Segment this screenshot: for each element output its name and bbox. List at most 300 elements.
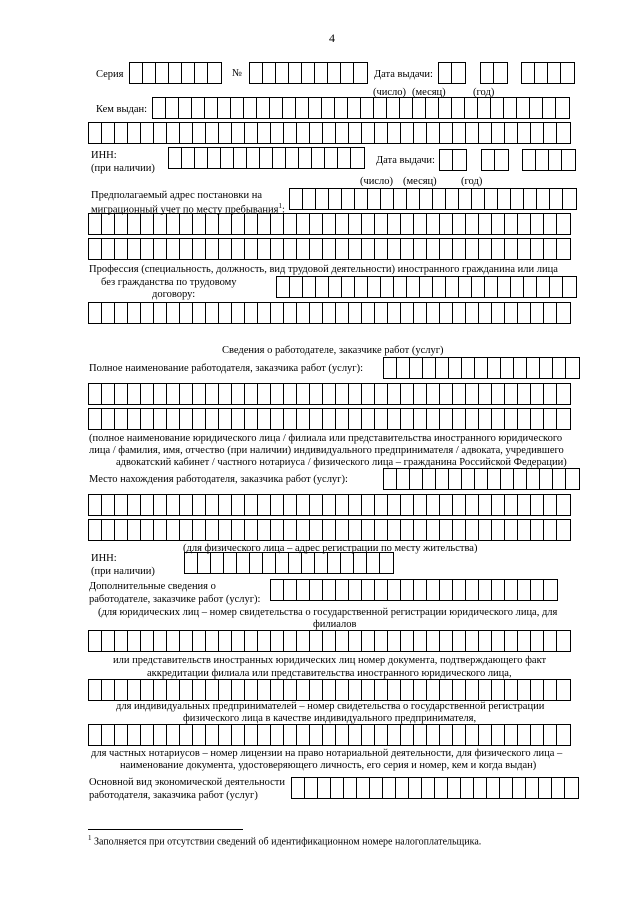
char-cell[interactable] bbox=[452, 63, 465, 83]
char-cell[interactable] bbox=[303, 277, 316, 297]
char-cell[interactable] bbox=[219, 239, 232, 259]
char-cell[interactable] bbox=[440, 495, 453, 515]
char-cell[interactable] bbox=[115, 725, 128, 745]
char-cell[interactable] bbox=[367, 553, 380, 573]
char-cell[interactable] bbox=[271, 303, 284, 323]
char-cell[interactable] bbox=[536, 150, 549, 170]
char-cell[interactable] bbox=[153, 98, 166, 118]
char-cell[interactable] bbox=[440, 631, 453, 651]
char-cell[interactable] bbox=[245, 409, 258, 429]
char-cell[interactable] bbox=[466, 725, 479, 745]
char-cell[interactable] bbox=[193, 631, 206, 651]
char-cell[interactable] bbox=[336, 409, 349, 429]
char-cell[interactable] bbox=[423, 469, 436, 489]
char-cell[interactable] bbox=[479, 214, 492, 234]
char-cell[interactable] bbox=[180, 631, 193, 651]
char-cell[interactable] bbox=[501, 358, 514, 378]
char-cell[interactable] bbox=[466, 520, 479, 540]
char-cell[interactable] bbox=[232, 725, 245, 745]
employer-extra-cells-2[interactable] bbox=[88, 630, 571, 652]
char-cell[interactable] bbox=[245, 631, 258, 651]
char-cell[interactable] bbox=[244, 98, 257, 118]
char-cell[interactable] bbox=[524, 277, 537, 297]
char-cell[interactable] bbox=[466, 495, 479, 515]
char-cell[interactable] bbox=[466, 384, 479, 404]
char-cell[interactable] bbox=[531, 520, 544, 540]
char-cell[interactable] bbox=[195, 148, 208, 168]
char-cell[interactable] bbox=[375, 580, 388, 600]
char-cell[interactable] bbox=[271, 384, 284, 404]
char-cell[interactable] bbox=[102, 214, 115, 234]
char-cell[interactable] bbox=[128, 495, 141, 515]
profession-cells-1[interactable] bbox=[276, 276, 577, 298]
char-cell[interactable] bbox=[297, 725, 310, 745]
char-cell[interactable] bbox=[336, 214, 349, 234]
char-cell[interactable] bbox=[276, 63, 289, 83]
char-cell[interactable] bbox=[381, 277, 394, 297]
char-cell[interactable] bbox=[407, 277, 420, 297]
char-cell[interactable] bbox=[553, 358, 566, 378]
char-cell[interactable] bbox=[355, 277, 368, 297]
char-cell[interactable] bbox=[478, 98, 491, 118]
char-cell[interactable] bbox=[543, 98, 556, 118]
char-cell[interactable] bbox=[433, 277, 446, 297]
char-cell[interactable] bbox=[219, 680, 232, 700]
char-cell[interactable] bbox=[531, 631, 544, 651]
employer-location-cells-1[interactable] bbox=[383, 468, 580, 490]
char-cell[interactable] bbox=[141, 725, 154, 745]
char-cell[interactable] bbox=[284, 303, 297, 323]
char-cell[interactable] bbox=[180, 409, 193, 429]
char-cell[interactable] bbox=[492, 303, 505, 323]
char-cell[interactable] bbox=[556, 98, 569, 118]
char-cell[interactable] bbox=[349, 409, 362, 429]
char-cell[interactable] bbox=[303, 189, 316, 209]
char-cell[interactable] bbox=[557, 384, 570, 404]
char-cell[interactable] bbox=[448, 778, 461, 798]
char-cell[interactable] bbox=[375, 214, 388, 234]
char-cell[interactable] bbox=[195, 63, 208, 83]
char-cell[interactable] bbox=[479, 239, 492, 259]
char-cell[interactable] bbox=[115, 123, 128, 143]
char-cell[interactable] bbox=[208, 63, 221, 83]
char-cell[interactable] bbox=[362, 495, 375, 515]
char-cell[interactable] bbox=[453, 680, 466, 700]
char-cell[interactable] bbox=[349, 239, 362, 259]
char-cell[interactable] bbox=[102, 680, 115, 700]
char-cell[interactable] bbox=[439, 98, 452, 118]
char-cell[interactable] bbox=[284, 384, 297, 404]
char-cell[interactable] bbox=[338, 148, 351, 168]
char-cell[interactable] bbox=[422, 778, 435, 798]
char-cell[interactable] bbox=[258, 520, 271, 540]
char-cell[interactable] bbox=[167, 520, 180, 540]
char-cell[interactable] bbox=[336, 384, 349, 404]
char-cell[interactable] bbox=[128, 123, 141, 143]
char-cell[interactable] bbox=[462, 358, 475, 378]
char-cell[interactable] bbox=[427, 631, 440, 651]
char-cell[interactable] bbox=[141, 239, 154, 259]
char-cell[interactable] bbox=[206, 631, 219, 651]
char-cell[interactable] bbox=[89, 631, 102, 651]
char-cell[interactable] bbox=[388, 303, 401, 323]
char-cell[interactable] bbox=[341, 63, 354, 83]
char-cell[interactable] bbox=[284, 725, 297, 745]
char-cell[interactable] bbox=[219, 409, 232, 429]
char-cell[interactable] bbox=[375, 725, 388, 745]
char-cell[interactable] bbox=[563, 277, 576, 297]
char-cell[interactable] bbox=[566, 358, 579, 378]
char-cell[interactable] bbox=[310, 725, 323, 745]
char-cell[interactable] bbox=[179, 98, 192, 118]
char-cell[interactable] bbox=[427, 384, 440, 404]
char-cell[interactable] bbox=[362, 214, 375, 234]
char-cell[interactable] bbox=[492, 409, 505, 429]
char-cell[interactable] bbox=[401, 239, 414, 259]
char-cell[interactable] bbox=[89, 384, 102, 404]
char-cell[interactable] bbox=[414, 725, 427, 745]
char-cell[interactable] bbox=[492, 239, 505, 259]
char-cell[interactable] bbox=[482, 150, 495, 170]
char-cell[interactable] bbox=[459, 277, 472, 297]
char-cell[interactable] bbox=[277, 277, 290, 297]
char-cell[interactable] bbox=[375, 680, 388, 700]
char-cell[interactable] bbox=[309, 98, 322, 118]
char-cell[interactable] bbox=[284, 214, 297, 234]
char-cell[interactable] bbox=[258, 495, 271, 515]
char-cell[interactable] bbox=[141, 495, 154, 515]
char-cell[interactable] bbox=[219, 725, 232, 745]
char-cell[interactable] bbox=[219, 384, 232, 404]
char-cell[interactable] bbox=[433, 189, 446, 209]
char-cell[interactable] bbox=[518, 239, 531, 259]
issue-day-cells[interactable] bbox=[438, 62, 466, 84]
char-cell[interactable] bbox=[290, 189, 303, 209]
char-cell[interactable] bbox=[420, 277, 433, 297]
issued-by-cells-2[interactable] bbox=[88, 122, 571, 144]
char-cell[interactable] bbox=[310, 239, 323, 259]
char-cell[interactable] bbox=[397, 358, 410, 378]
char-cell[interactable] bbox=[414, 303, 427, 323]
char-cell[interactable] bbox=[169, 148, 182, 168]
char-cell[interactable] bbox=[341, 553, 354, 573]
char-cell[interactable] bbox=[102, 520, 115, 540]
char-cell[interactable] bbox=[258, 303, 271, 323]
char-cell[interactable] bbox=[505, 214, 518, 234]
char-cell[interactable] bbox=[89, 680, 102, 700]
char-cell[interactable] bbox=[115, 409, 128, 429]
char-cell[interactable] bbox=[475, 469, 488, 489]
char-cell[interactable] bbox=[310, 520, 323, 540]
char-cell[interactable] bbox=[310, 214, 323, 234]
char-cell[interactable] bbox=[401, 303, 414, 323]
char-cell[interactable] bbox=[440, 214, 453, 234]
char-cell[interactable] bbox=[310, 384, 323, 404]
char-cell[interactable] bbox=[323, 725, 336, 745]
char-cell[interactable] bbox=[531, 123, 544, 143]
char-cell[interactable] bbox=[472, 189, 485, 209]
char-cell[interactable] bbox=[479, 631, 492, 651]
char-cell[interactable] bbox=[316, 189, 329, 209]
char-cell[interactable] bbox=[479, 495, 492, 515]
char-cell[interactable] bbox=[166, 98, 179, 118]
char-cell[interactable] bbox=[154, 631, 167, 651]
char-cell[interactable] bbox=[284, 520, 297, 540]
char-cell[interactable] bbox=[323, 580, 336, 600]
char-cell[interactable] bbox=[349, 495, 362, 515]
char-cell[interactable] bbox=[232, 495, 245, 515]
char-cell[interactable] bbox=[375, 384, 388, 404]
char-cell[interactable] bbox=[414, 520, 427, 540]
char-cell[interactable] bbox=[342, 189, 355, 209]
char-cell[interactable] bbox=[388, 725, 401, 745]
char-cell[interactable] bbox=[297, 384, 310, 404]
char-cell[interactable] bbox=[232, 520, 245, 540]
char-cell[interactable] bbox=[102, 303, 115, 323]
char-cell[interactable] bbox=[388, 239, 401, 259]
char-cell[interactable] bbox=[410, 469, 423, 489]
char-cell[interactable] bbox=[154, 214, 167, 234]
char-cell[interactable] bbox=[401, 580, 414, 600]
char-cell[interactable] bbox=[299, 148, 312, 168]
char-cell[interactable] bbox=[401, 631, 414, 651]
char-cell[interactable] bbox=[394, 189, 407, 209]
char-cell[interactable] bbox=[297, 239, 310, 259]
char-cell[interactable] bbox=[505, 725, 518, 745]
char-cell[interactable] bbox=[180, 725, 193, 745]
address-cells-2[interactable] bbox=[88, 213, 571, 235]
char-cell[interactable] bbox=[485, 277, 498, 297]
inn-issue-day-cells[interactable] bbox=[439, 149, 467, 171]
char-cell[interactable] bbox=[427, 123, 440, 143]
char-cell[interactable] bbox=[440, 150, 453, 170]
char-cell[interactable] bbox=[459, 189, 472, 209]
char-cell[interactable] bbox=[336, 239, 349, 259]
char-cell[interactable] bbox=[427, 495, 440, 515]
char-cell[interactable] bbox=[401, 384, 414, 404]
char-cell[interactable] bbox=[440, 520, 453, 540]
char-cell[interactable] bbox=[232, 303, 245, 323]
char-cell[interactable] bbox=[271, 680, 284, 700]
char-cell[interactable] bbox=[141, 123, 154, 143]
char-cell[interactable] bbox=[557, 631, 570, 651]
char-cell[interactable] bbox=[323, 495, 336, 515]
char-cell[interactable] bbox=[260, 148, 273, 168]
char-cell[interactable] bbox=[193, 384, 206, 404]
char-cell[interactable] bbox=[276, 553, 289, 573]
char-cell[interactable] bbox=[505, 680, 518, 700]
char-cell[interactable] bbox=[550, 189, 563, 209]
char-cell[interactable] bbox=[362, 303, 375, 323]
char-cell[interactable] bbox=[388, 384, 401, 404]
char-cell[interactable] bbox=[193, 303, 206, 323]
char-cell[interactable] bbox=[329, 189, 342, 209]
char-cell[interactable] bbox=[505, 123, 518, 143]
char-cell[interactable] bbox=[141, 680, 154, 700]
char-cell[interactable] bbox=[549, 150, 562, 170]
char-cell[interactable] bbox=[500, 778, 513, 798]
series-cells[interactable] bbox=[129, 62, 222, 84]
char-cell[interactable] bbox=[154, 725, 167, 745]
char-cell[interactable] bbox=[544, 123, 557, 143]
char-cell[interactable] bbox=[102, 239, 115, 259]
char-cell[interactable] bbox=[492, 384, 505, 404]
char-cell[interactable] bbox=[401, 495, 414, 515]
char-cell[interactable] bbox=[362, 631, 375, 651]
char-cell[interactable] bbox=[257, 98, 270, 118]
char-cell[interactable] bbox=[128, 214, 141, 234]
char-cell[interactable] bbox=[271, 123, 284, 143]
char-cell[interactable] bbox=[527, 358, 540, 378]
char-cell[interactable] bbox=[548, 63, 561, 83]
char-cell[interactable] bbox=[89, 303, 102, 323]
char-cell[interactable] bbox=[128, 725, 141, 745]
char-cell[interactable] bbox=[492, 580, 505, 600]
char-cell[interactable] bbox=[284, 239, 297, 259]
char-cell[interactable] bbox=[557, 495, 570, 515]
char-cell[interactable] bbox=[206, 495, 219, 515]
char-cell[interactable] bbox=[250, 63, 263, 83]
char-cell[interactable] bbox=[283, 98, 296, 118]
char-cell[interactable] bbox=[557, 239, 570, 259]
char-cell[interactable] bbox=[289, 63, 302, 83]
char-cell[interactable] bbox=[115, 384, 128, 404]
char-cell[interactable] bbox=[128, 384, 141, 404]
char-cell[interactable] bbox=[219, 631, 232, 651]
char-cell[interactable] bbox=[245, 303, 258, 323]
char-cell[interactable] bbox=[258, 239, 271, 259]
char-cell[interactable] bbox=[518, 631, 531, 651]
char-cell[interactable] bbox=[336, 680, 349, 700]
char-cell[interactable] bbox=[302, 553, 315, 573]
char-cell[interactable] bbox=[232, 680, 245, 700]
char-cell[interactable] bbox=[342, 277, 355, 297]
char-cell[interactable] bbox=[375, 123, 388, 143]
char-cell[interactable] bbox=[312, 148, 325, 168]
char-cell[interactable] bbox=[271, 520, 284, 540]
char-cell[interactable] bbox=[539, 778, 552, 798]
employer-location-cells-3[interactable] bbox=[88, 519, 571, 541]
char-cell[interactable] bbox=[535, 63, 548, 83]
char-cell[interactable] bbox=[310, 123, 323, 143]
char-cell[interactable] bbox=[221, 148, 234, 168]
char-cell[interactable] bbox=[401, 520, 414, 540]
char-cell[interactable] bbox=[440, 303, 453, 323]
char-cell[interactable] bbox=[141, 409, 154, 429]
char-cell[interactable] bbox=[154, 303, 167, 323]
char-cell[interactable] bbox=[115, 303, 128, 323]
char-cell[interactable] bbox=[475, 358, 488, 378]
char-cell[interactable] bbox=[336, 520, 349, 540]
char-cell[interactable] bbox=[232, 631, 245, 651]
char-cell[interactable] bbox=[250, 553, 263, 573]
char-cell[interactable] bbox=[423, 358, 436, 378]
char-cell[interactable] bbox=[323, 384, 336, 404]
char-cell[interactable] bbox=[544, 409, 557, 429]
char-cell[interactable] bbox=[292, 778, 305, 798]
char-cell[interactable] bbox=[232, 409, 245, 429]
char-cell[interactable] bbox=[323, 631, 336, 651]
char-cell[interactable] bbox=[485, 189, 498, 209]
char-cell[interactable] bbox=[518, 214, 531, 234]
char-cell[interactable] bbox=[544, 239, 557, 259]
char-cell[interactable] bbox=[115, 495, 128, 515]
char-cell[interactable] bbox=[245, 520, 258, 540]
char-cell[interactable] bbox=[349, 631, 362, 651]
char-cell[interactable] bbox=[211, 553, 224, 573]
char-cell[interactable] bbox=[193, 680, 206, 700]
char-cell[interactable] bbox=[370, 778, 383, 798]
char-cell[interactable] bbox=[557, 725, 570, 745]
char-cell[interactable] bbox=[505, 409, 518, 429]
char-cell[interactable] bbox=[284, 409, 297, 429]
char-cell[interactable] bbox=[453, 631, 466, 651]
char-cell[interactable] bbox=[440, 680, 453, 700]
char-cell[interactable] bbox=[323, 680, 336, 700]
char-cell[interactable] bbox=[89, 214, 102, 234]
char-cell[interactable] bbox=[531, 580, 544, 600]
char-cell[interactable] bbox=[409, 778, 422, 798]
char-cell[interactable] bbox=[375, 495, 388, 515]
char-cell[interactable] bbox=[231, 98, 244, 118]
char-cell[interactable] bbox=[440, 123, 453, 143]
char-cell[interactable] bbox=[479, 725, 492, 745]
char-cell[interactable] bbox=[154, 384, 167, 404]
char-cell[interactable] bbox=[336, 123, 349, 143]
char-cell[interactable] bbox=[245, 123, 258, 143]
char-cell[interactable] bbox=[492, 123, 505, 143]
char-cell[interactable] bbox=[511, 277, 524, 297]
char-cell[interactable] bbox=[481, 63, 494, 83]
char-cell[interactable] bbox=[349, 214, 362, 234]
char-cell[interactable] bbox=[323, 409, 336, 429]
char-cell[interactable] bbox=[193, 123, 206, 143]
char-cell[interactable] bbox=[505, 239, 518, 259]
char-cell[interactable] bbox=[297, 495, 310, 515]
char-cell[interactable] bbox=[518, 520, 531, 540]
char-cell[interactable] bbox=[102, 123, 115, 143]
char-cell[interactable] bbox=[465, 98, 478, 118]
char-cell[interactable] bbox=[427, 580, 440, 600]
char-cell[interactable] bbox=[218, 98, 231, 118]
char-cell[interactable] bbox=[102, 384, 115, 404]
char-cell[interactable] bbox=[526, 778, 539, 798]
char-cell[interactable] bbox=[544, 384, 557, 404]
char-cell[interactable] bbox=[544, 303, 557, 323]
char-cell[interactable] bbox=[498, 189, 511, 209]
char-cell[interactable] bbox=[344, 778, 357, 798]
char-cell[interactable] bbox=[115, 520, 128, 540]
char-cell[interactable] bbox=[401, 725, 414, 745]
char-cell[interactable] bbox=[192, 98, 205, 118]
char-cell[interactable] bbox=[185, 553, 198, 573]
char-cell[interactable] bbox=[271, 580, 284, 600]
char-cell[interactable] bbox=[323, 303, 336, 323]
char-cell[interactable] bbox=[271, 214, 284, 234]
char-cell[interactable] bbox=[537, 277, 550, 297]
char-cell[interactable] bbox=[440, 580, 453, 600]
char-cell[interactable] bbox=[494, 63, 507, 83]
char-cell[interactable] bbox=[479, 123, 492, 143]
char-cell[interactable] bbox=[466, 303, 479, 323]
char-cell[interactable] bbox=[128, 680, 141, 700]
char-cell[interactable] bbox=[245, 384, 258, 404]
char-cell[interactable] bbox=[232, 384, 245, 404]
char-cell[interactable] bbox=[518, 303, 531, 323]
char-cell[interactable] bbox=[354, 553, 367, 573]
char-cell[interactable] bbox=[143, 63, 156, 83]
char-cell[interactable] bbox=[296, 98, 309, 118]
